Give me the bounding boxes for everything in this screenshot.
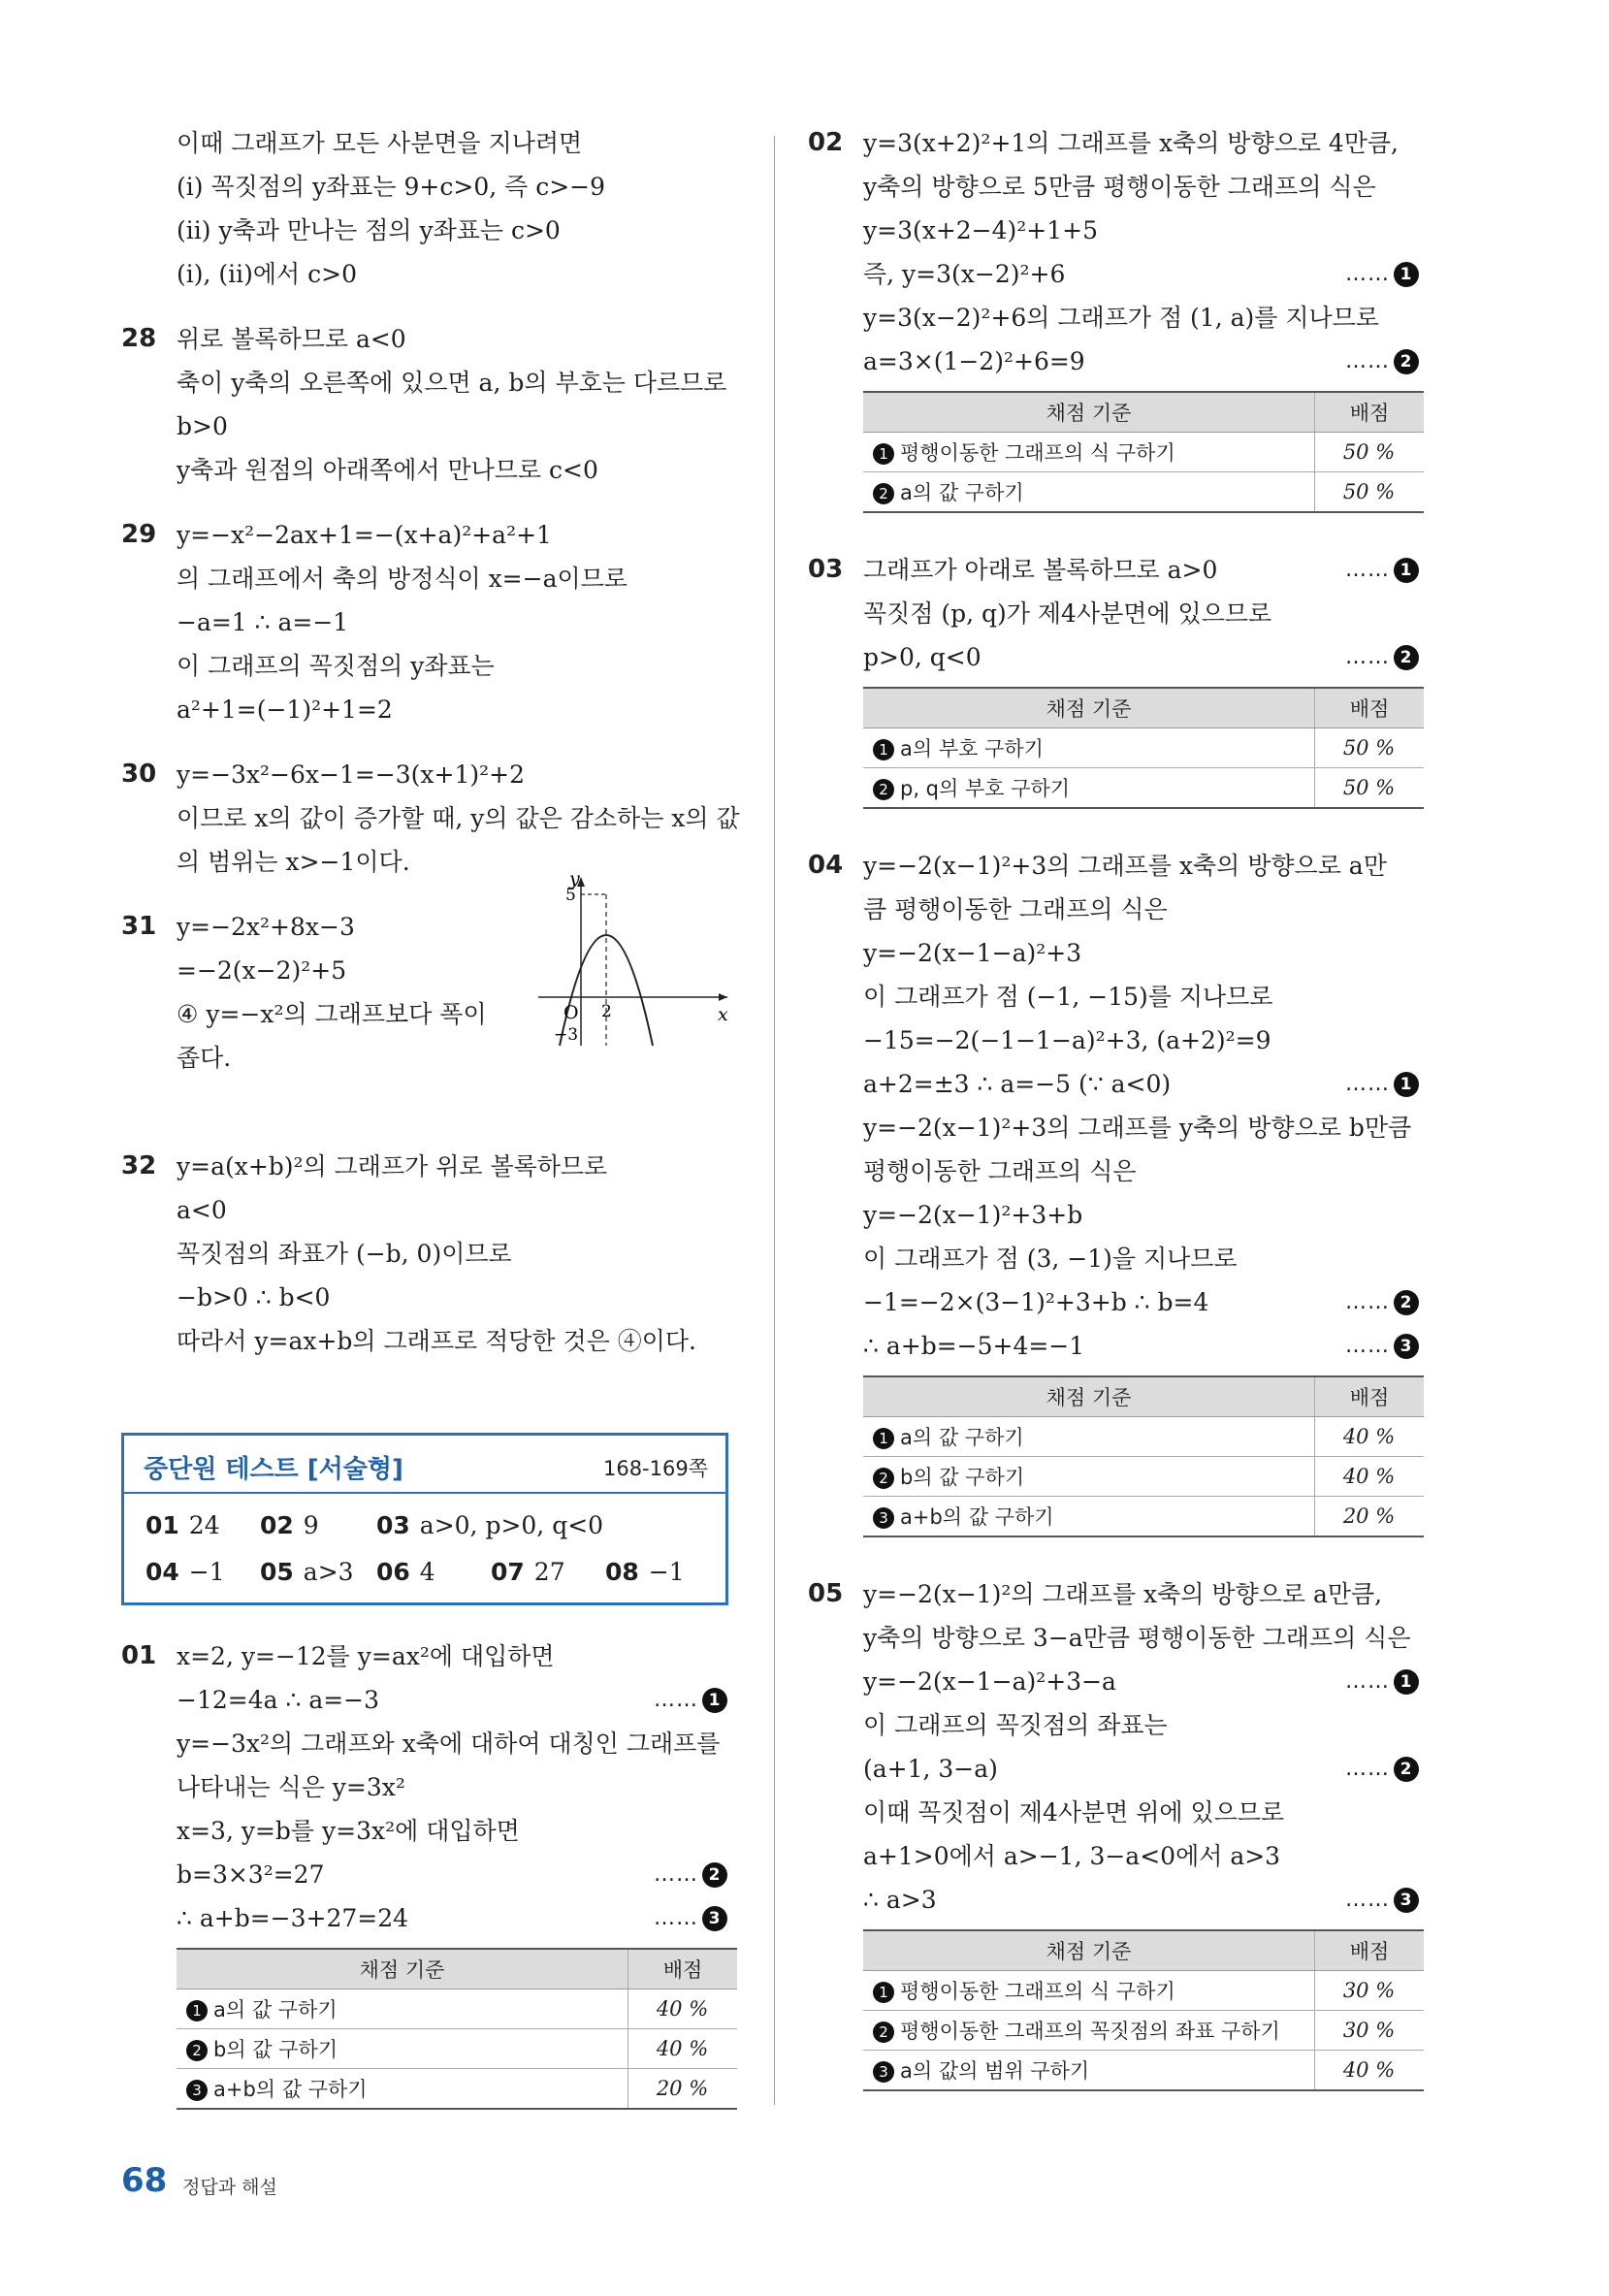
step-badge-icon: 2 [1394,1757,1419,1782]
solution-line [808,1324,1429,1368]
problem-29 [121,513,737,731]
solution-line [808,340,1429,383]
criteria-text: b의 값 구하기 [213,2038,338,2061]
step-badge-icon: 2 [873,779,894,800]
question-number: 05 [808,1579,844,1608]
criteria-text: a의 값 구하기 [900,1426,1024,1449]
solution-text: −15=−2(−1−1−a)²+3, (a+2)²=9 [863,1026,1271,1054]
scoring-header-criteria: 채점 기준 [863,1376,1315,1417]
step-badge-icon: 1 [1394,262,1419,287]
solution-line [121,1678,737,1722]
scoring-table [863,687,1424,809]
answer-item: 01 24 [145,1511,220,1539]
solution-text: y=3(x−2)²+6의 그래프가 점 (1, a)를 지나므로 [863,304,1379,332]
solution-line [808,844,1429,888]
solution-text: 나타내는 식은 y=3x² [177,1773,405,1801]
solution-line [808,1747,1429,1791]
step-badge-icon: 3 [1394,1888,1419,1913]
step-badge-icon: 2 [1394,349,1419,374]
table-row [863,2051,1424,2091]
solution-line: 꼭짓점의 좌표가 (−b, 0)이므로 [177,1240,512,1268]
answer-item: 03 a>0, p>0, q<0 [376,1511,604,1539]
table-row [863,768,1424,809]
solution-line [808,1616,1429,1660]
solution-line: 위로 볼록하므로 a<0 [177,325,406,353]
solution-line: 의 범위는 x>−1이다. [177,848,410,876]
points-cell: 40 % [1315,2051,1425,2091]
answer-item: 04 −1 [145,1558,225,1586]
intro-line: (ⅰ) 꼭짓점의 y좌표는 9+c>0, 즉 c>−9 [177,173,606,201]
step-badge-icon: 3 [873,2061,894,2083]
footer-label: 정답과 해설 [182,2177,277,2198]
solution-text: x=3, y=b를 y=3x²에 대입하면 [177,1817,520,1845]
table-row [863,1497,1424,1537]
points-cell: 40 % [628,2029,738,2069]
solution-line: 따라서 y=ax+b의 그래프로 적당한 것은 ④이다. [177,1327,696,1355]
solution-line [808,296,1429,340]
scoring-header-criteria: 채점 기준 [863,392,1315,433]
step-badge-icon: 2 [873,2021,894,2043]
step-badge-icon: 1 [873,1982,894,2003]
criteria-text: 평행이동한 그래프의 식 구하기 [900,1980,1175,2003]
step-marker: …… 3 [1345,1878,1419,1922]
x-tick-label: 2 [601,1002,612,1021]
answer-item: 07 27 [491,1558,565,1586]
y-tick-label: −3 [554,1025,579,1045]
solution-line [808,1834,1429,1878]
test-pages: 168-169쪽 [602,1457,708,1480]
solution-line: −b>0 ∴ b<0 [177,1283,331,1311]
test-divider [124,1492,725,1494]
table-row [863,1971,1424,2011]
problem-30 [121,753,740,884]
question-number: 03 [808,555,844,584]
parabola-graph [538,873,732,1048]
solution-text: y=−2(x−1)²의 그래프를 x축의 방향으로 a만큼, [863,1580,1383,1608]
solution-line [121,1853,737,1896]
problem-32 [121,1145,737,1363]
solution-text: y=−2(x−1)²+3의 그래프를 y축의 방향으로 b만큼 [863,1114,1412,1142]
criteria-text: a의 값의 범위 구하기 [900,2059,1090,2083]
solution-text: b=3×3²=27 [177,1860,325,1889]
step-badge-icon: 3 [873,1507,894,1529]
solution-text: 이 그래프가 점 (3, −1)을 지나므로 [863,1245,1238,1273]
step-badge-icon: 2 [873,483,894,504]
table-row [863,2011,1424,2051]
points-cell: 50 % [1315,433,1425,472]
left-column [121,121,740,2101]
solution-text: a=3×(1−2)²+6=9 [863,347,1085,375]
scoring-header-points: 배점 [1315,688,1425,728]
table-row [863,433,1424,472]
intro-line: 이때 그래프가 모든 사분면을 지나려면 [177,129,583,157]
step-marker: …… 1 [1345,548,1419,592]
step-marker: …… 1 [1345,252,1419,296]
solution-line [808,1878,1429,1922]
criteria-text: a의 부호 구하기 [900,737,1044,760]
scoring-header-points: 배점 [1315,1376,1425,1417]
solution-text: y=−2(x−1)²+3의 그래프를 x축의 방향으로 a만 [863,852,1387,880]
solution-text: p>0, q<0 [863,643,981,671]
step-marker: …… 2 [1345,1747,1419,1791]
question-04 [808,844,1429,1537]
solution-line [808,1106,1429,1149]
y-tick-label: 5 [565,886,576,905]
solution-line [808,1572,1429,1616]
solution-line [808,1193,1429,1237]
solution-text: 이 그래프의 꼭짓점의 좌표는 [863,1711,1168,1739]
solution-line [808,975,1429,1019]
table-row [863,728,1424,768]
solution-line [808,888,1429,931]
solution-text: 평행이동한 그래프의 식은 [863,1157,1137,1185]
criteria-text: b의 값 구하기 [900,1466,1025,1489]
scoring-table [863,1375,1424,1537]
right-column [808,121,1429,2099]
problem-number: 28 [121,324,157,353]
step-badge-icon: 1 [1394,558,1419,583]
problem-number: 29 [121,520,157,549]
problem-number: 32 [121,1151,157,1180]
solution-line: 이 그래프의 꼭짓점의 y좌표는 [177,652,495,680]
solution-text: x=2, y=−12를 y=ax²에 대입하면 [177,1642,555,1670]
intro-line: (ⅱ) y축과 만나는 점의 y좌표는 c>0 [177,216,561,244]
unit-test-answer-box [121,1433,728,1605]
solution-line [808,252,1429,296]
step-badge-icon: 3 [1394,1334,1419,1359]
origin-label: O [563,1002,579,1023]
step-marker: …… 2 [1345,340,1419,383]
solution-text: 꼭짓점 (p, q)가 제4사분면에 있으므로 [863,599,1272,628]
step-marker: …… 3 [1345,1324,1419,1368]
criteria-text: a의 값 구하기 [213,1998,338,2021]
question-number: 04 [808,851,844,880]
solution-text: ∴ a+b=−5+4=−1 [863,1332,1085,1360]
step-badge-icon: 2 [702,1862,727,1888]
solution-line: 축이 y축의 오른쪽에 있으면 a, b의 부호는 다르므로 [177,369,727,397]
step-badge-icon: 2 [873,1468,894,1489]
solution-text: −1=−2×(3−1)²+3+b ∴ b=4 [863,1288,1209,1316]
solution-line: 의 그래프에서 축의 방정식이 x=−a이므로 [177,565,628,593]
step-marker: …… 1 [1345,1660,1419,1703]
solution-line: =−2(x−2)²+5 [177,956,347,985]
solution-text: y=−2(x−1−a)²+3 [863,939,1082,967]
step-badge-icon: 1 [873,1428,894,1449]
answer-item: 06 4 [376,1558,435,1586]
solution-line [808,1149,1429,1193]
step-badge-icon: 1 [873,443,894,465]
solution-line [121,1896,737,1940]
step-marker: …… 2 [1345,635,1419,679]
scoring-header-criteria: 채점 기준 [177,1949,628,1989]
points-cell: 40 % [628,1989,738,2029]
solution-line [808,635,1429,679]
solution-line [808,1237,1429,1280]
points-cell: 50 % [1315,472,1425,513]
solution-text: 이때 꼭짓점이 제4사분면 위에 있으므로 [863,1798,1285,1827]
solution-text: ∴ a+b=−3+27=24 [177,1904,409,1932]
solution-line [808,1660,1429,1703]
solution-line: ④ y=−x²의 그래프보다 폭이 [177,1000,487,1028]
step-marker: …… 2 [654,1853,727,1896]
points-cell: 40 % [1315,1457,1425,1497]
table-row [863,1457,1424,1497]
solution-text: y=3(x+2)²+1의 그래프를 x축의 방향으로 4만큼, [863,129,1400,157]
table-row [177,2029,737,2069]
solution-line [808,165,1429,209]
step-marker: …… 2 [1345,1280,1419,1324]
solution-line: y=−2x²+8x−3 [177,913,355,941]
solution-text: a+2=±3 ∴ a=−5 (∵ a<0) [863,1070,1172,1098]
scoring-table [863,1929,1424,2091]
table-row [863,1417,1424,1457]
points-cell: 30 % [1315,2011,1425,2051]
scoring-header-criteria: 채점 기준 [863,688,1315,728]
criteria-text: 평행이동한 그래프의 꼭짓점의 좌표 구하기 [900,2020,1280,2043]
step-badge-icon: 3 [186,2080,208,2101]
solution-line: y=−3x²−6x−1=−3(x+1)²+2 [177,760,525,789]
solution-text: 그래프가 아래로 볼록하므로 a>0 [863,556,1218,584]
problem-number: 30 [121,760,157,789]
solution-text: y=−2(x−1)²+3+b [863,1201,1083,1229]
scoring-header-points: 배점 [628,1949,738,1989]
answer-item: 05 a>3 [260,1558,354,1586]
solution-line: b>0 [177,412,228,440]
points-cell: 40 % [1315,1417,1425,1457]
test-title: 중단원 테스트 [서술형] [144,1455,403,1484]
solution-line: y=−x²−2ax+1=−(x+a)²+a²+1 [177,521,552,549]
step-badge-icon: 2 [1394,1290,1419,1315]
solution-line [808,1062,1429,1106]
scoring-header-criteria: 채점 기준 [863,1930,1315,1971]
question-number: 01 [121,1641,157,1670]
intro-block [121,121,737,296]
criteria-text: 평행이동한 그래프의 식 구하기 [900,441,1175,465]
solution-text: y축의 방향으로 5만큼 평행이동한 그래프의 식은 [863,173,1376,201]
step-badge-icon: 1 [702,1688,727,1713]
solution-text: 이 그래프가 점 (−1, −15)를 지나므로 [863,983,1273,1011]
intro-line: (ⅰ), (ⅱ)에서 c>0 [177,260,357,288]
step-badge-icon: 1 [1394,1669,1419,1695]
solution-text: a+1>0에서 a>−1, 3−a<0에서 a>3 [863,1842,1281,1870]
solution-line [121,1765,737,1809]
scoring-header-points: 배점 [1315,1930,1425,1971]
solution-line: 좁다. [177,1044,232,1072]
solution-text: y=−3x²의 그래프와 x축에 대하여 대칭인 그래프를 [177,1730,721,1758]
solution-line [808,1280,1429,1324]
problem-28 [121,317,737,492]
step-badge-icon: 1 [186,2000,208,2021]
question-05 [808,1572,1429,2091]
solution-line [121,1634,737,1678]
scoring-header-points: 배점 [1315,392,1425,433]
answer-item: 02 9 [260,1511,319,1539]
solution-line [121,1809,737,1853]
points-cell: 30 % [1315,1971,1425,2011]
criteria-text: p, q의 부호 구하기 [900,777,1071,800]
criteria-text: a+b의 값 구하기 [213,2078,368,2101]
solution-text: ∴ a>3 [863,1886,937,1914]
solution-line: a²+1=(−1)²+1=2 [177,695,393,724]
question-number: 02 [808,128,844,157]
x-axis-arrow-icon [719,993,727,1001]
points-cell: 50 % [1315,728,1425,768]
question-03 [808,548,1429,809]
solution-text: y=3(x+2−4)²+1+5 [863,216,1099,244]
step-badge-icon: 1 [873,739,894,760]
column-divider [774,136,775,2105]
solution-text: 큼 평행이동한 그래프의 식은 [863,895,1168,923]
scoring-table [863,391,1424,513]
solution-line [808,548,1429,592]
points-cell: 20 % [1315,1497,1425,1537]
solution-line: a<0 [177,1196,227,1224]
answer-item: 08 −1 [605,1558,685,1586]
step-badge-icon: 2 [1394,645,1419,670]
step-marker: …… 1 [654,1678,727,1722]
criteria-text: a+b의 값 구하기 [900,1505,1054,1529]
solution-text: −12=4a ∴ a=−3 [177,1686,380,1714]
y-axis-label: y [569,873,580,889]
solution-line [808,121,1429,165]
solution-text: y축의 방향으로 3−a만큼 평행이동한 그래프의 식은 [863,1624,1411,1652]
problem-number: 31 [121,912,157,941]
question-01 [121,1634,737,2118]
criteria-text: a의 값 구하기 [900,481,1024,504]
points-cell: 20 % [628,2069,738,2110]
solution-line [121,1722,737,1765]
solution-line: y=a(x+b)²의 그래프가 위로 볼록하므로 [177,1152,608,1180]
step-marker: …… 3 [654,1896,727,1940]
step-badge-icon: 3 [702,1906,727,1931]
solution-line [808,209,1429,252]
points-cell: 50 % [1315,768,1425,809]
solution-line [808,1019,1429,1062]
x-axis-label: x [718,1004,728,1025]
solution-line [808,1703,1429,1747]
solution-line: 이므로 x의 값이 증가할 때, y의 값은 감소하는 x의 값 [177,804,740,832]
solution-line [808,931,1429,975]
solution-line: −a=1 ∴ a=−1 [177,608,349,636]
step-marker: …… 1 [1345,1062,1419,1106]
solution-text: 즉, y=3(x−2)²+6 [863,260,1066,288]
table-row [863,472,1424,513]
table-row [177,2069,737,2110]
table-row [177,1989,737,2029]
page-number: 68 [121,2161,168,2200]
solution-line: y축과 원점의 아래쪽에서 만나므로 c<0 [177,456,598,484]
step-badge-icon: 1 [1394,1072,1419,1097]
question-02 [808,121,1429,513]
solution-line [808,592,1429,635]
scoring-table [177,1948,737,2110]
solution-line [808,1791,1429,1834]
step-badge-icon: 2 [186,2040,208,2061]
solution-text: (a+1, 3−a) [863,1755,998,1783]
solution-text: y=−2(x−1−a)²+3−a [863,1667,1116,1696]
